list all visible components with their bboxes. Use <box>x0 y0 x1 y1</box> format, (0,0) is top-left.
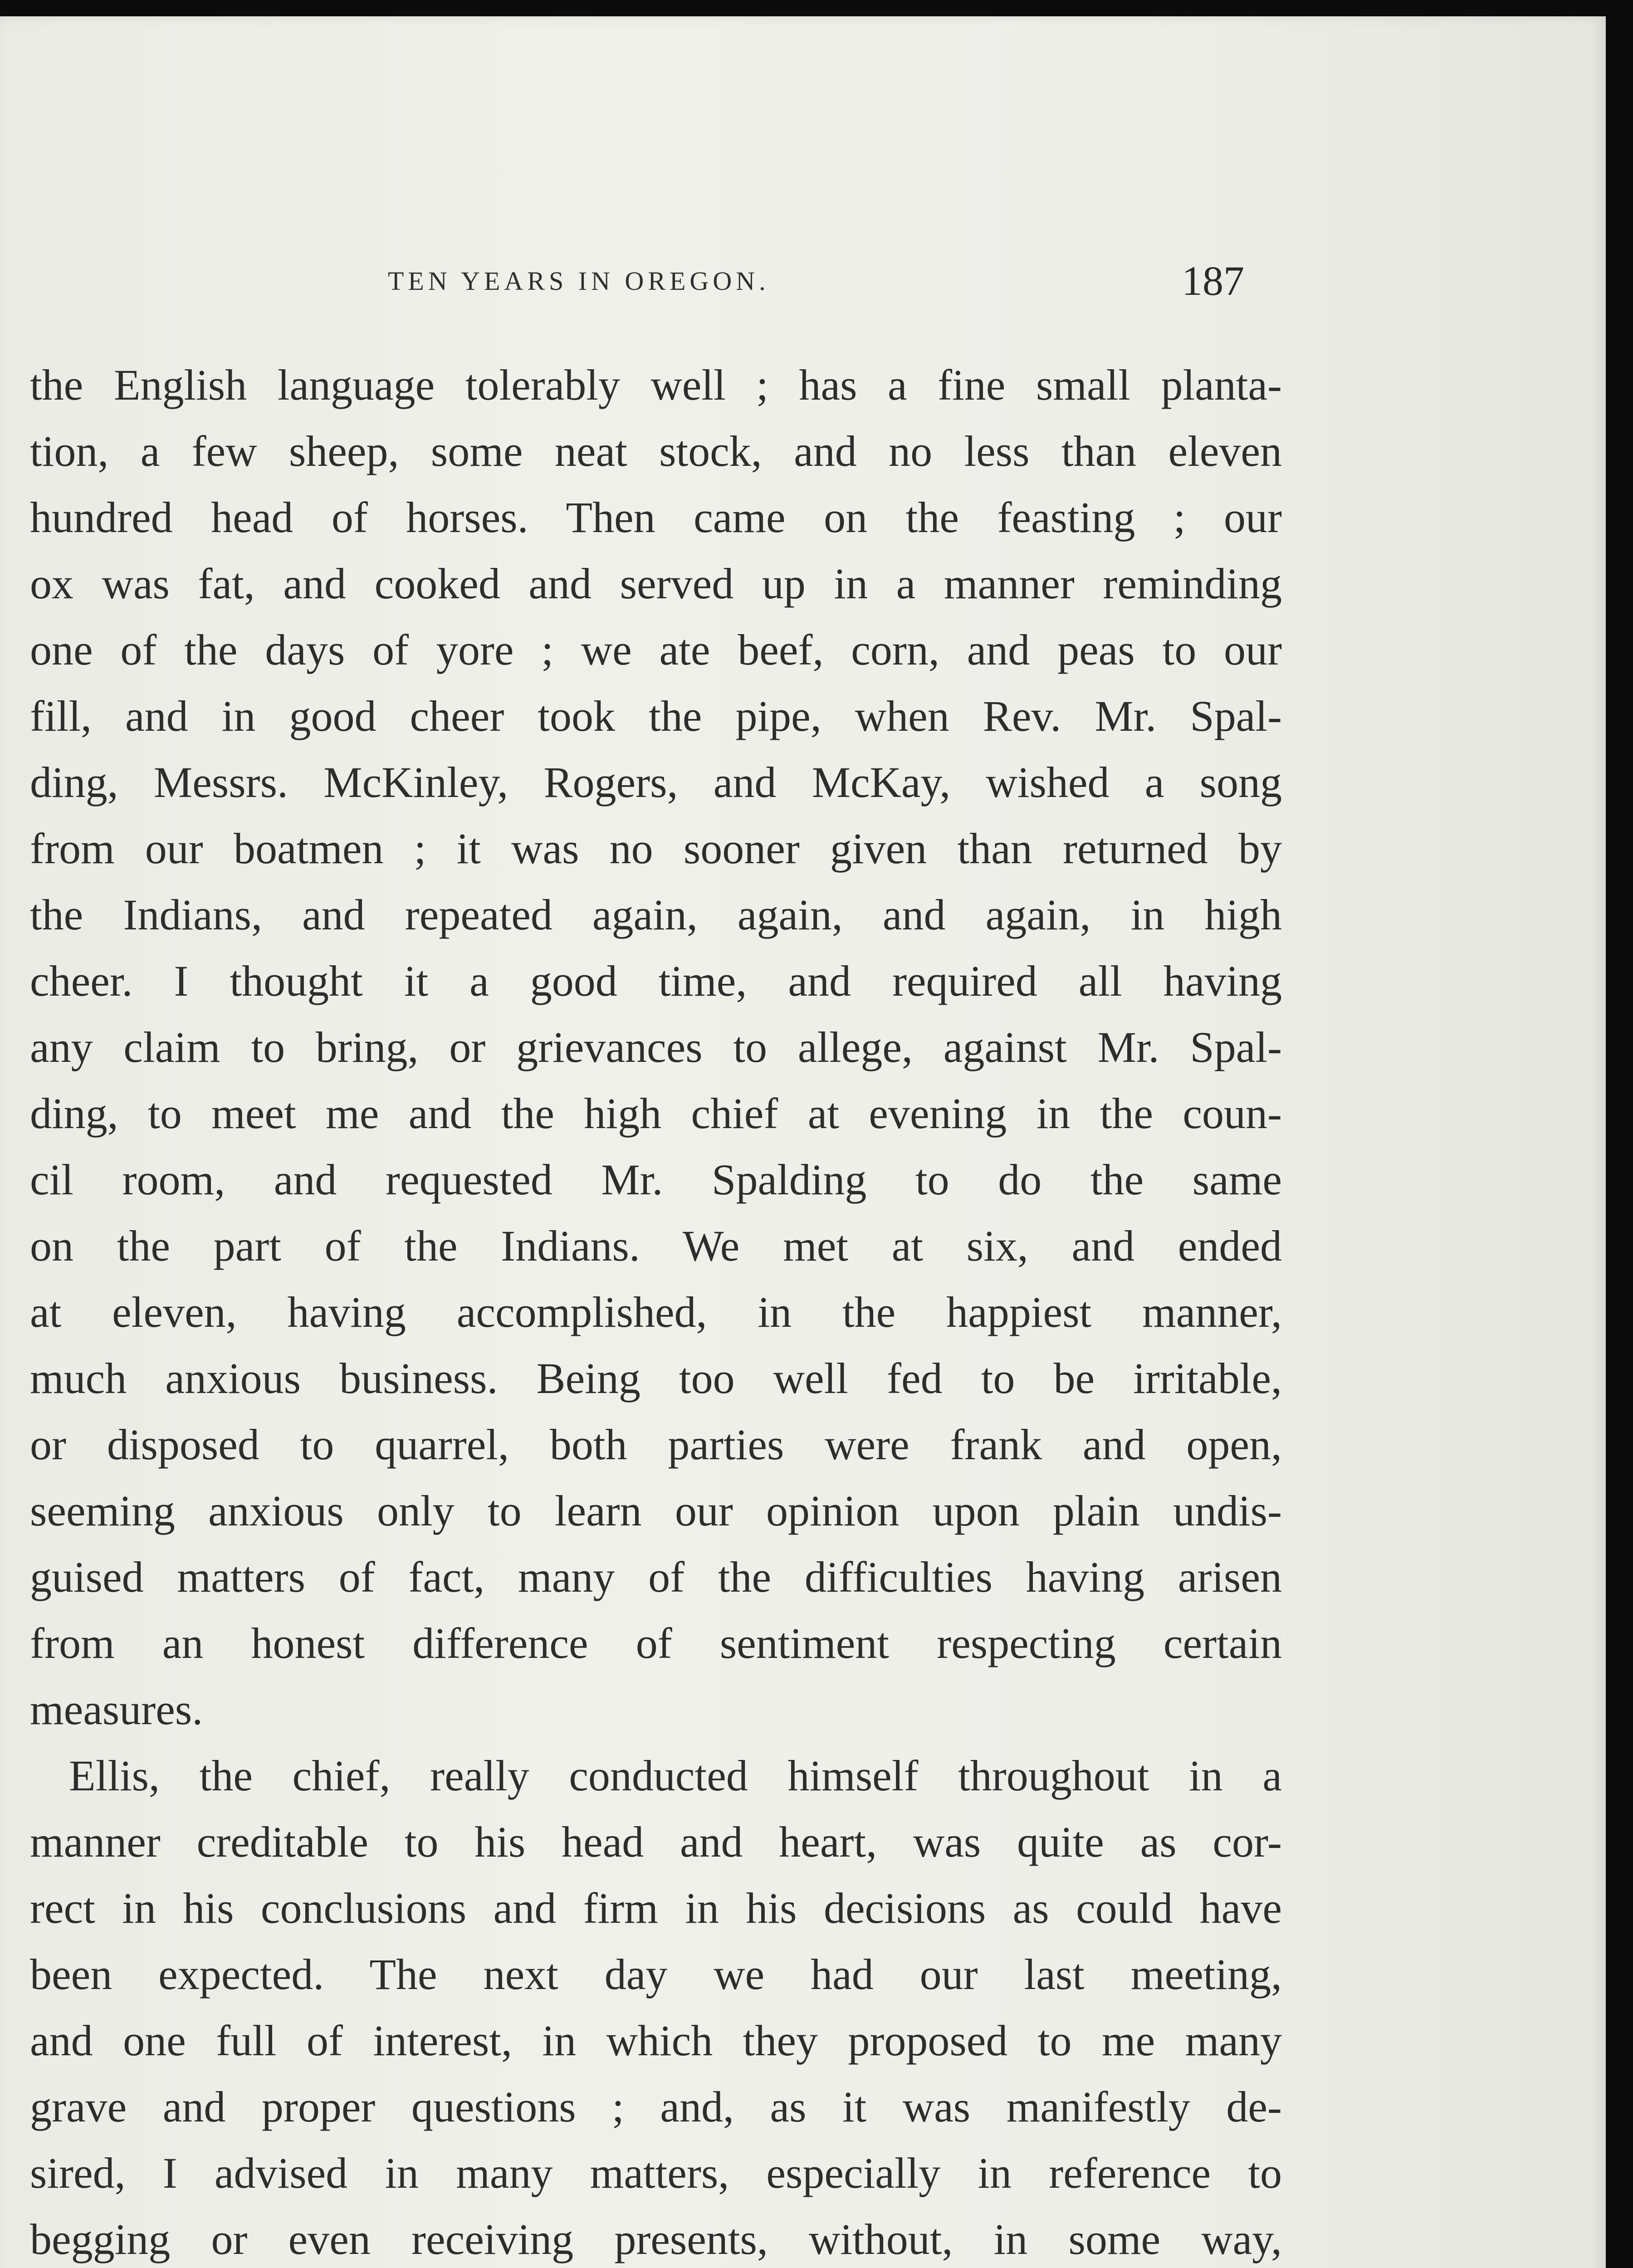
text-line: Ellis, the chief, really conducted himself throughout in a <box>69 1751 1282 1800</box>
body-text <box>30 352 1282 2268</box>
text-line: sired, I advised in many matters, especially in reference to <box>30 2149 1282 2197</box>
text-line: seeming anxious only to learn our opinion upon plain undis- <box>30 1486 1282 1535</box>
text-line: on the part of the Indians. We met at six, and ended <box>30 1222 1282 1270</box>
text-line: grave and proper questions ; and, as it was manifestly de- <box>30 2082 1282 2131</box>
text-line: or disposed to quarrel, both parties were frank and open, <box>30 1420 1282 1469</box>
text-line: measures. <box>30 1685 203 1734</box>
running-head-title: TEN YEARS IN OREGON. <box>388 266 770 296</box>
text-line: at eleven, having accomplished, in the happiest manner, <box>30 1288 1282 1336</box>
text-line: hundred head of horses. Then came on the feasting ; our <box>30 493 1282 542</box>
text-line: the Indians, and repeated again, again, and again, in high <box>30 890 1282 939</box>
text-line: ding, to meet me and the high chief at evening in the coun- <box>30 1089 1282 1138</box>
paragraph-1 <box>30 352 1282 1743</box>
running-head <box>0 257 1606 311</box>
text-line: tion, a few sheep, some neat stock, and no less than eleven <box>30 427 1282 475</box>
text-line: guised matters of fact, many of the difficulties having arisen <box>30 1553 1282 1601</box>
text-line: much anxious business. Being too well fed to be irritable, <box>30 1354 1282 1403</box>
text-line: been expected. The next day we had our last meeting, <box>30 1950 1282 1999</box>
text-line: from an honest difference of sentiment respecting certain <box>30 1619 1282 1667</box>
text-line: fill, and in good cheer took the pipe, when Rev. Mr. Spal- <box>30 692 1282 740</box>
text-line: and one full of interest, in which they proposed to me many <box>30 2016 1282 2065</box>
text-line: the English language tolerably well ; has a fine small planta- <box>30 361 1282 409</box>
text-line: cil room, and requested Mr. Spalding to do the same <box>30 1155 1282 1204</box>
text-line: from our boatmen ; it was no sooner given than returned by <box>30 824 1282 873</box>
page-number: 187 <box>1182 258 1244 304</box>
text-line: any claim to bring, or grievances to allege, against Mr. Spal- <box>30 1023 1282 1071</box>
text-line: begging or even receiving presents, without, in some way, <box>30 2215 1282 2263</box>
text-line: manner creditable to his head and heart, was quite as cor- <box>30 1818 1282 1866</box>
text-line: ding, Messrs. McKinley, Rogers, and McKay, wished a song <box>30 758 1282 807</box>
text-line: cheer. I thought it a good time, and required all having <box>30 957 1282 1005</box>
text-line: ox was fat, and cooked and served up in a manner reminding <box>30 559 1282 608</box>
text-line: one of the days of yore ; we ate beef, corn, and peas to our <box>30 626 1282 674</box>
paragraph-2 <box>30 1743 1282 2268</box>
book-page <box>0 16 1606 2268</box>
text-line: rect in his conclusions and firm in his decisions as could have <box>30 1884 1282 1932</box>
